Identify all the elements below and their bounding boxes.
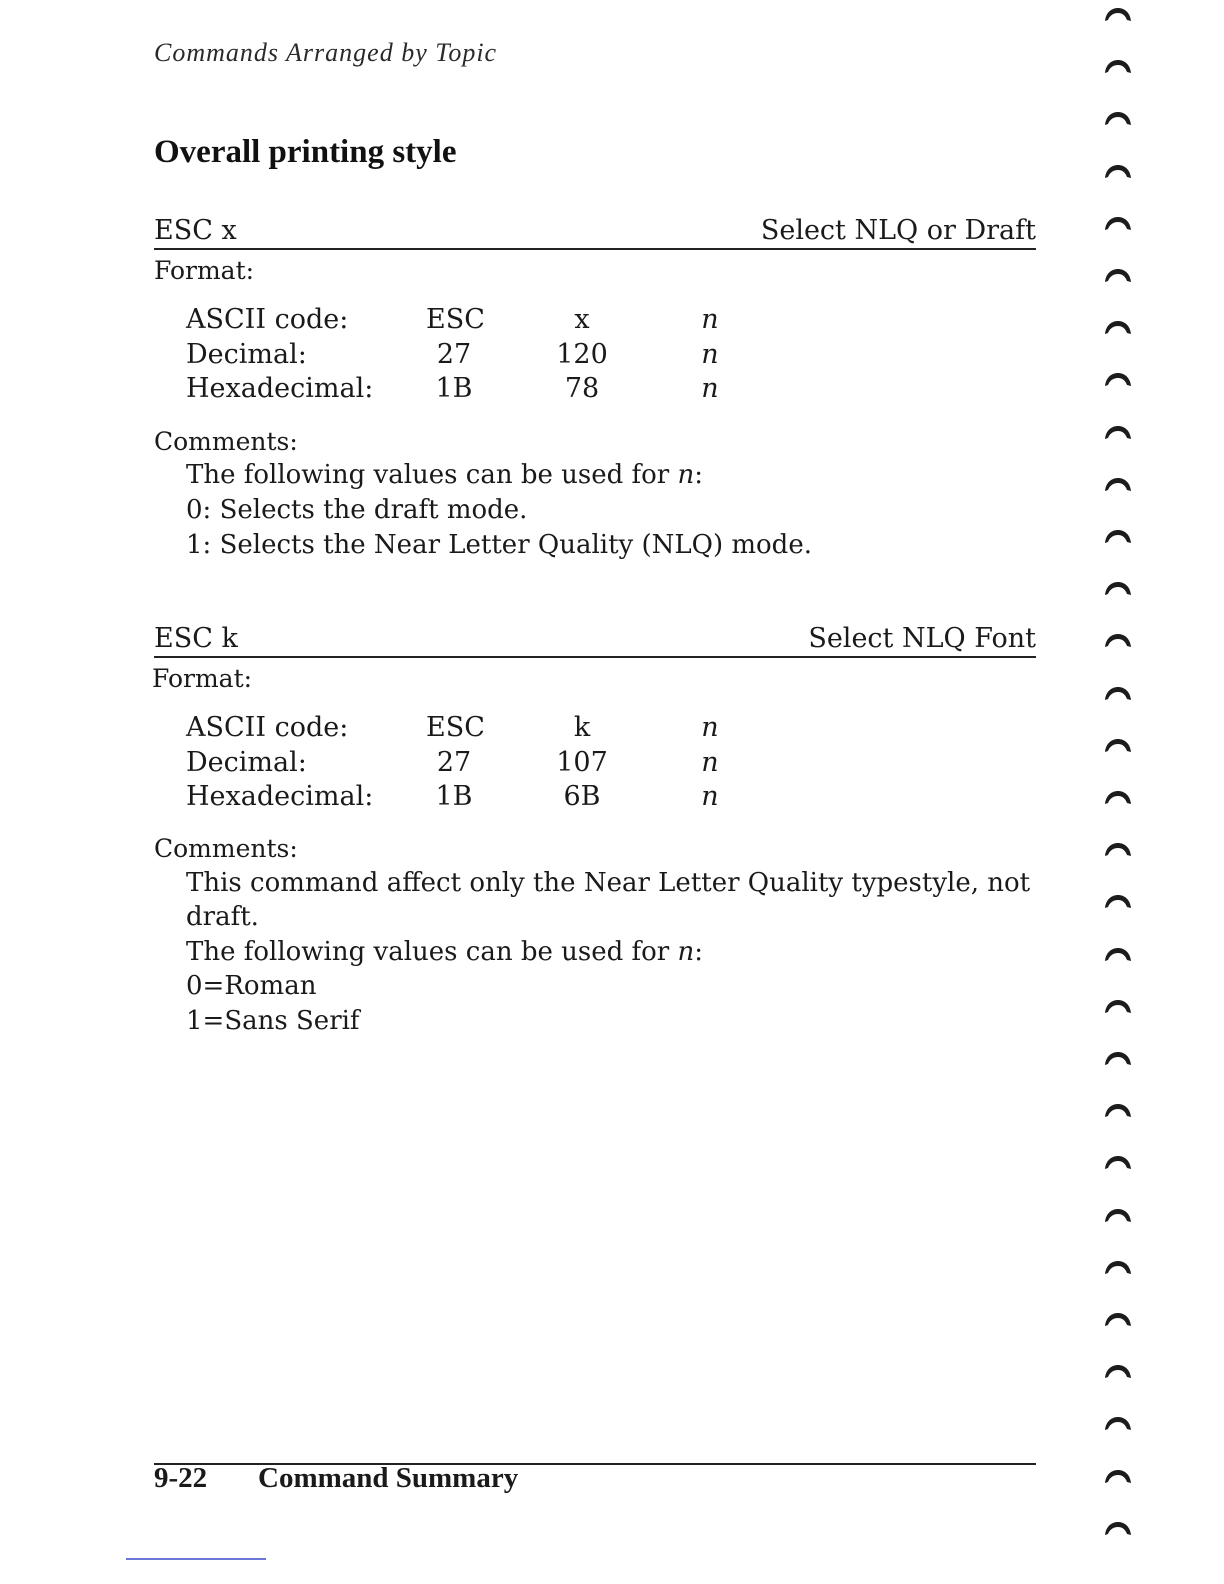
page-number: 9-22: [154, 1462, 208, 1494]
comment-line: draft.: [186, 902, 259, 932]
comment-line: 0: Selects the draft mode.: [186, 495, 528, 525]
format-cell: n: [701, 304, 719, 335]
binding-ring-icon: [1104, 1415, 1132, 1431]
format-row-label: Hexadecimal:: [186, 781, 374, 812]
format-cell: 6B: [563, 781, 601, 812]
binding-ring-icon: [1104, 215, 1132, 231]
format-cell: 27: [436, 339, 472, 370]
variable-n: n: [677, 937, 695, 967]
binding-ring-icon: [1104, 893, 1132, 909]
binding-ring-icon: [1104, 528, 1132, 544]
binding-ring-icon: [1104, 841, 1132, 857]
binding-ring-icon: [1104, 319, 1132, 335]
format-row-label: Decimal:: [186, 747, 307, 778]
format-row-label: ASCII code:: [186, 712, 349, 743]
command-code: ESC x: [154, 215, 237, 246]
binding-ring-icon: [1104, 946, 1132, 962]
binding-ring-icon: [1104, 476, 1132, 492]
format-cell: k: [573, 712, 591, 743]
running-head: Commands Arranged by Topic: [154, 38, 498, 67]
format-cell: 1B: [435, 781, 473, 812]
comments-label: Comments:: [154, 834, 298, 863]
binding-ring-icon: [1104, 1520, 1132, 1536]
comment-line: [186, 937, 703, 967]
format-cell: n: [701, 712, 719, 743]
format-cell: 78: [564, 373, 600, 404]
format-row-label: ASCII code:: [186, 304, 349, 335]
variable-n: n: [677, 460, 695, 490]
comment-line: 1: Selects the Near Letter Quality (NLQ) mode.: [186, 530, 812, 560]
comment-line: 0=Roman: [186, 971, 317, 1001]
comment-text: :: [694, 937, 704, 967]
binding-ring-icon: [1104, 1102, 1132, 1118]
binding-ring-icon: [1104, 6, 1132, 22]
chapter-title: Command Summary: [258, 1462, 519, 1494]
binding-ring-icon: [1104, 424, 1132, 440]
format-cell: ESC: [426, 304, 485, 335]
format-cell: x: [574, 304, 590, 335]
comments-label: Comments:: [154, 427, 298, 456]
command-code: ESC k: [154, 623, 238, 654]
format-cell: 27: [436, 747, 472, 778]
format-label: Format:: [154, 256, 255, 285]
binding-ring-icon: [1104, 1259, 1132, 1275]
format-cell: 1B: [435, 373, 473, 404]
command-header-esc-k: [154, 622, 1036, 658]
binding-ring-icon: [1104, 110, 1132, 126]
command-header-esc-x: [154, 214, 1036, 250]
binding-ring-icon: [1104, 789, 1132, 805]
comment-line: This command affect only the Near Letter Quality typestyle, not: [186, 868, 1031, 898]
comment-text: The following values can be used for: [186, 937, 678, 967]
comment-line: [186, 460, 703, 490]
binding-ring-icon: [1104, 580, 1132, 596]
comment-text: :: [694, 460, 704, 490]
format-cell: ESC: [426, 712, 485, 743]
format-cell: n: [701, 373, 719, 404]
scan-artifact-line: [126, 1558, 266, 1560]
command-description: Select NLQ Font: [808, 623, 1036, 654]
format-cell: 120: [556, 339, 608, 370]
binding-ring-icon: [1104, 267, 1132, 283]
binding-ring-icon: [1104, 163, 1132, 179]
format-row-label: Decimal:: [186, 339, 307, 370]
binding-ring-icon: [1104, 371, 1132, 387]
binding-ring-icon: [1104, 1311, 1132, 1327]
binding-ring-icon: [1104, 1468, 1132, 1484]
format-cell: 107: [556, 747, 608, 778]
binding-ring-icon: [1104, 737, 1132, 753]
command-description: Select NLQ or Draft: [760, 215, 1036, 246]
section-title: Overall printing style: [154, 134, 457, 170]
binding-ring-icon: [1104, 1050, 1132, 1066]
binding-ring-icon: [1104, 1154, 1132, 1170]
binding-ring-icon: [1104, 1363, 1132, 1379]
binding-ring-icon: [1104, 685, 1132, 701]
spiral-binding: [1100, 0, 1140, 1584]
binding-ring-icon: [1104, 632, 1132, 648]
format-label: Format:: [152, 664, 253, 693]
comment-text: The following values can be used for: [186, 460, 678, 490]
format-cell: n: [701, 339, 719, 370]
binding-ring-icon: [1104, 58, 1132, 74]
format-cell: n: [701, 747, 719, 778]
format-cell: n: [701, 781, 719, 812]
format-row-label: Hexadecimal:: [186, 373, 374, 404]
binding-ring-icon: [1104, 1207, 1132, 1223]
binding-ring-icon: [1104, 998, 1132, 1014]
comment-line: 1=Sans Serif: [186, 1006, 360, 1036]
